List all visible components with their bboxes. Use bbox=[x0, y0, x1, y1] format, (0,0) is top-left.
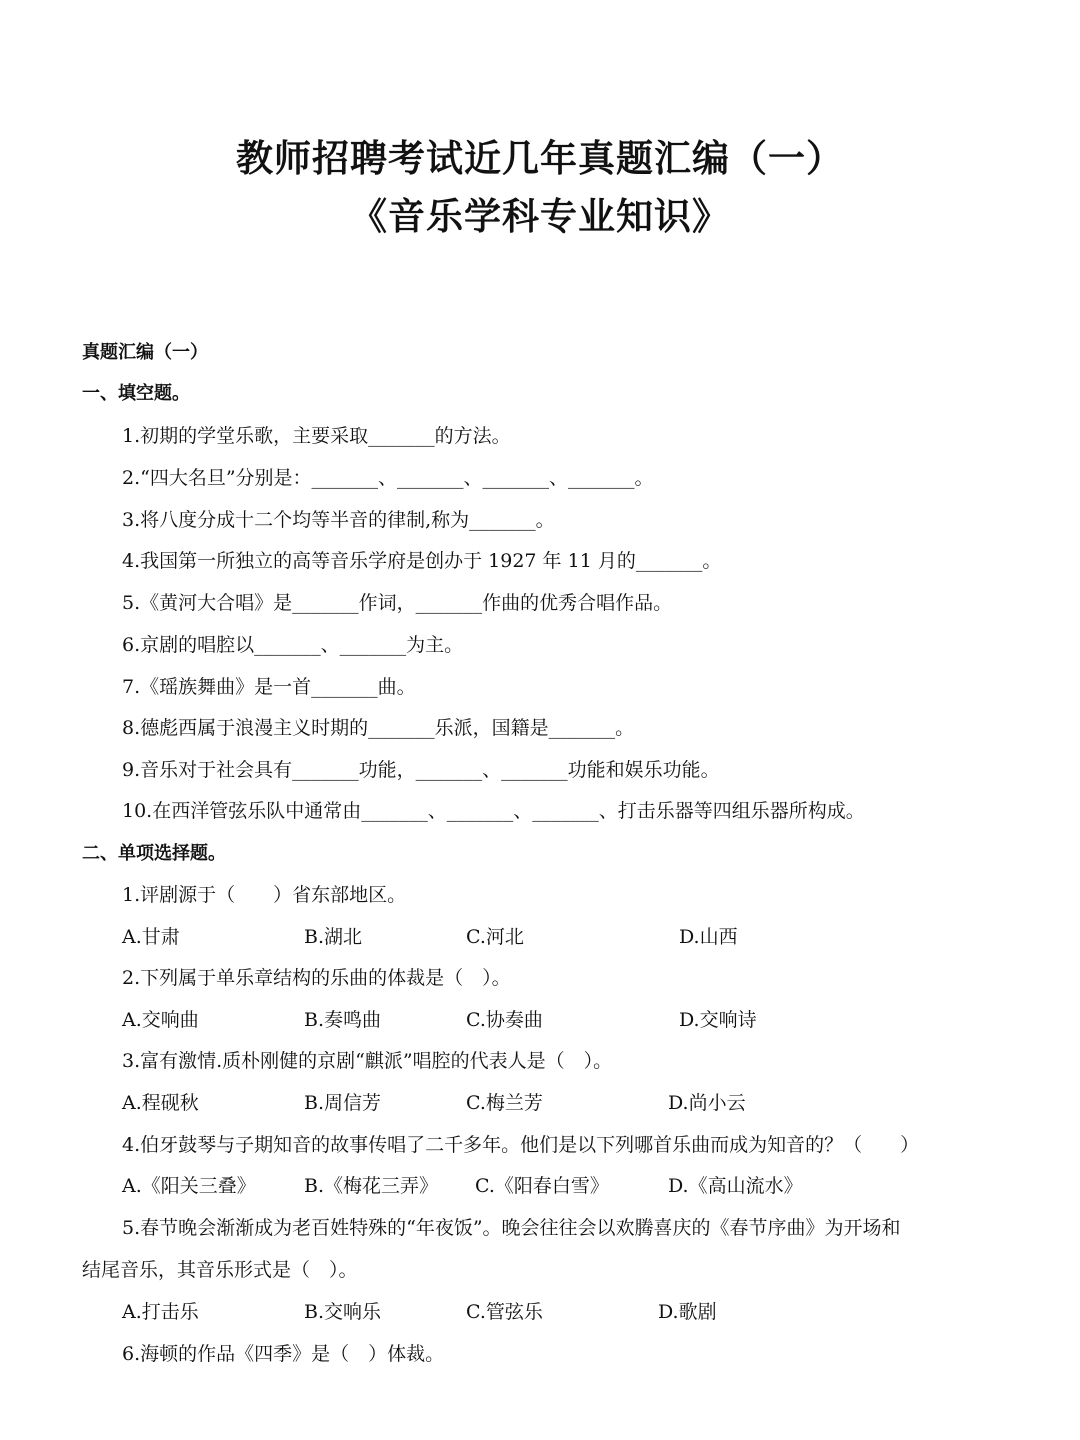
choice-option-a: A.甘肃 bbox=[122, 926, 180, 948]
choice-option-c: C.梅兰芳 bbox=[466, 1092, 543, 1114]
choice-option-b: B.奏鸣曲 bbox=[304, 1009, 382, 1031]
part1-heading: 一、填空题。 bbox=[82, 383, 190, 404]
choice-question-stem: 3.富有激情.质朴刚健的京剧“麒派”唱腔的代表人是（ ）。 bbox=[122, 1050, 613, 1072]
choice-option-a: A.《阳关三叠》 bbox=[122, 1175, 256, 1197]
fill-question: 8.德彪西属于浪漫主义时期的_______乐派，国籍是_______。 bbox=[122, 717, 635, 739]
fill-question: 7.《瑶族舞曲》是一首_______曲。 bbox=[122, 676, 416, 698]
choice-question-stem: 1.评剧源于（ ）省东部地区。 bbox=[122, 884, 407, 906]
choice-option-a: A.打击乐 bbox=[122, 1301, 199, 1323]
fill-question: 4.我国第一所独立的高等音乐学府是创办于 1927 年 11 月的_______。 bbox=[122, 550, 722, 572]
fill-question: 1.初期的学堂乐歌，主要采取_______的方法。 bbox=[122, 425, 511, 447]
choice-option-d: D.《高山流水》 bbox=[668, 1175, 803, 1197]
choice-option-b: B.周信芳 bbox=[304, 1092, 382, 1114]
choice-option-b: B.交响乐 bbox=[304, 1301, 382, 1323]
fill-question: 10.在西洋管弦乐队中通常由_______、_______、_______、打击乐器等四组乐器所构成。 bbox=[122, 800, 865, 822]
document-title: 教师招聘考试近几年真题汇编（一） bbox=[236, 137, 844, 180]
choice-option-c: C.《阳春白雪》 bbox=[475, 1175, 609, 1197]
choice-option-d: D.歌剧 bbox=[658, 1301, 717, 1323]
fill-question: 2.“四大名旦”分别是：_______、_______、_______、_______。 bbox=[122, 467, 654, 489]
choice-option-d: D.交响诗 bbox=[679, 1009, 757, 1031]
fill-question: 5.《黄河大合唱》是_______作词，_______作曲的优秀合唱作品。 bbox=[122, 592, 673, 614]
choice-question-stem: 2.下列属于单乐章结构的乐曲的体裁是（ ）。 bbox=[122, 967, 511, 989]
choice-option-d: D.山西 bbox=[679, 926, 738, 948]
choice-option-d: D.尚小云 bbox=[668, 1092, 746, 1114]
choice-option-c: C.协奏曲 bbox=[466, 1009, 543, 1031]
fill-question: 6.京剧的唱腔以_______、_______为主。 bbox=[122, 634, 464, 656]
choice-option-a: A.程砚秋 bbox=[122, 1092, 199, 1114]
choice-question-stem: 5.春节晚会渐渐成为老百姓特殊的“年夜饭”。晚会往往会以欢腾喜庆的《春节序曲》为开场和 bbox=[122, 1217, 901, 1239]
fill-question: 3.将八度分成十二个均等半音的律制,称为_______。 bbox=[122, 509, 555, 531]
choice-option-b: B.湖北 bbox=[304, 926, 363, 948]
choice-question-stem: 6.海顿的作品《四季》是（ ）体裁。 bbox=[122, 1343, 445, 1365]
document-subtitle: 《音乐学科专业知识》 bbox=[350, 195, 730, 238]
choice-question-stem: 4.伯牙鼓琴与子期知音的故事传唱了二千多年。他们是以下列哪首乐曲而成为知音的？（ ） bbox=[122, 1134, 920, 1156]
choice-question-stem-continued: 结尾音乐，其音乐形式是（ ）。 bbox=[82, 1259, 358, 1281]
section-heading: 真题汇编（一） bbox=[82, 342, 208, 363]
part2-heading: 二、单项选择题。 bbox=[82, 843, 226, 864]
choice-option-c: C.管弦乐 bbox=[466, 1301, 543, 1323]
fill-question: 9.音乐对于社会具有_______功能，_______、_______功能和娱乐功能。 bbox=[122, 759, 720, 781]
choice-option-a: A.交响曲 bbox=[122, 1009, 199, 1031]
choice-option-b: B.《梅花三弄》 bbox=[304, 1175, 439, 1197]
choice-option-c: C.河北 bbox=[466, 926, 524, 948]
